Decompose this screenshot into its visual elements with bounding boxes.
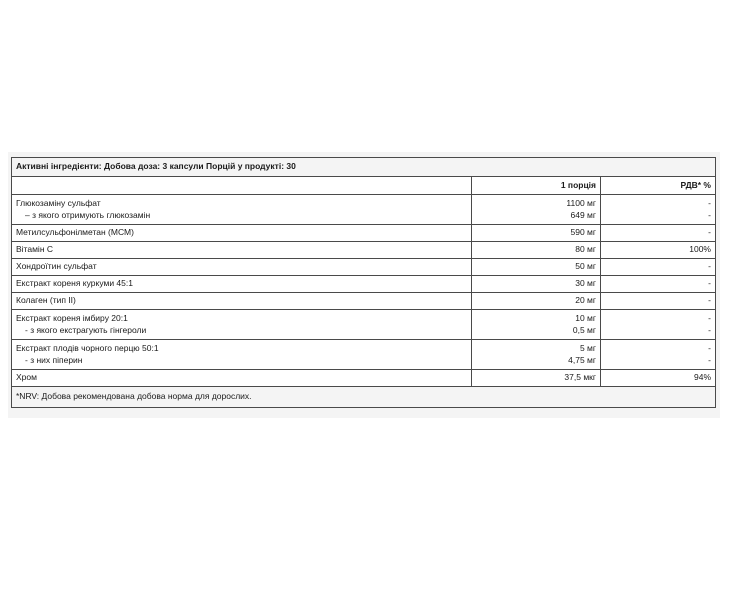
table-row xyxy=(12,310,716,340)
ingredient-dv xyxy=(601,195,716,225)
ingredient-serving: 20 мг xyxy=(472,293,601,310)
table-row xyxy=(12,370,716,387)
ingredient-serving: 50 мг xyxy=(472,259,601,276)
sub-serving-value: 0,5 мг xyxy=(572,324,596,335)
serving-value: 10 мг xyxy=(575,313,596,323)
table-row xyxy=(12,242,716,259)
ingredient-name: Хром xyxy=(12,370,472,387)
ingredient-dv: - xyxy=(601,225,716,242)
table-header-row xyxy=(12,177,716,195)
table-footnote: *NRV: Добова рекомендована добова норма для дорослих. xyxy=(12,387,716,408)
ingredient-name xyxy=(12,310,472,340)
ingredient-sub-label: - з якого екстрагують гінгероли xyxy=(25,324,147,335)
header-name xyxy=(12,177,472,195)
ingredient-name: Екстракт кореня куркуми 45:1 xyxy=(12,276,472,293)
ingredient-name xyxy=(12,340,472,370)
table-title-row xyxy=(12,158,716,177)
table-row xyxy=(12,259,716,276)
ingredient-name: Метилсульфонілметан (МСМ) xyxy=(12,225,472,242)
ingredient-sub-label: - з них піперин xyxy=(25,354,83,365)
sub-serving-value: 649 мг xyxy=(570,209,596,220)
ingredient-serving xyxy=(472,310,601,340)
ingredient-dv: - xyxy=(601,259,716,276)
dv-value: - xyxy=(708,343,711,353)
ingredient-label: Екстракт кореня імбиру 20:1 xyxy=(16,313,128,323)
table-row xyxy=(12,225,716,242)
table-row xyxy=(12,195,716,225)
ingredient-name xyxy=(12,195,472,225)
ingredient-serving xyxy=(472,340,601,370)
ingredient-sub-label: – з якого отримують глюкозамін xyxy=(25,209,151,220)
ingredient-name: Хондроїтин сульфат xyxy=(12,259,472,276)
ingredient-serving: 30 мг xyxy=(472,276,601,293)
ingredient-name: Колаген (тип II) xyxy=(12,293,472,310)
sub-dv-value: - xyxy=(708,354,711,365)
ingredient-serving xyxy=(472,195,601,225)
ingredient-label: Глюкозаміну сульфат xyxy=(16,198,101,208)
ingredient-serving: 590 мг xyxy=(472,225,601,242)
table-row xyxy=(12,340,716,370)
serving-value: 5 мг xyxy=(579,343,596,353)
ingredient-dv: 100% xyxy=(601,242,716,259)
ingredient-label: Екстракт плодів чорного перцю 50:1 xyxy=(16,343,159,353)
table-footnote-row xyxy=(12,387,716,408)
ingredient-dv: - xyxy=(601,293,716,310)
table-row xyxy=(12,293,716,310)
dv-value: - xyxy=(708,313,711,323)
sub-serving-value: 4,75 мг xyxy=(568,354,596,365)
serving-value: 1100 мг xyxy=(566,198,596,208)
sub-dv-value: - xyxy=(708,209,711,220)
table-title: Активні інгредієнти: Добова доза: 3 капсули Порцій у продукті: 30 xyxy=(12,158,716,177)
ingredient-dv xyxy=(601,310,716,340)
ingredient-dv: - xyxy=(601,276,716,293)
ingredient-serving: 37,5 мкг xyxy=(472,370,601,387)
ingredient-serving: 80 мг xyxy=(472,242,601,259)
table-row xyxy=(12,276,716,293)
header-serving: 1 порція xyxy=(472,177,601,195)
dv-value: - xyxy=(708,198,711,208)
ingredient-name: Вітамін С xyxy=(12,242,472,259)
ingredient-dv: 94% xyxy=(601,370,716,387)
header-dv: РДВ* % xyxy=(601,177,716,195)
ingredient-dv xyxy=(601,340,716,370)
sub-dv-value: - xyxy=(708,324,711,335)
supplement-facts-table xyxy=(11,157,716,408)
